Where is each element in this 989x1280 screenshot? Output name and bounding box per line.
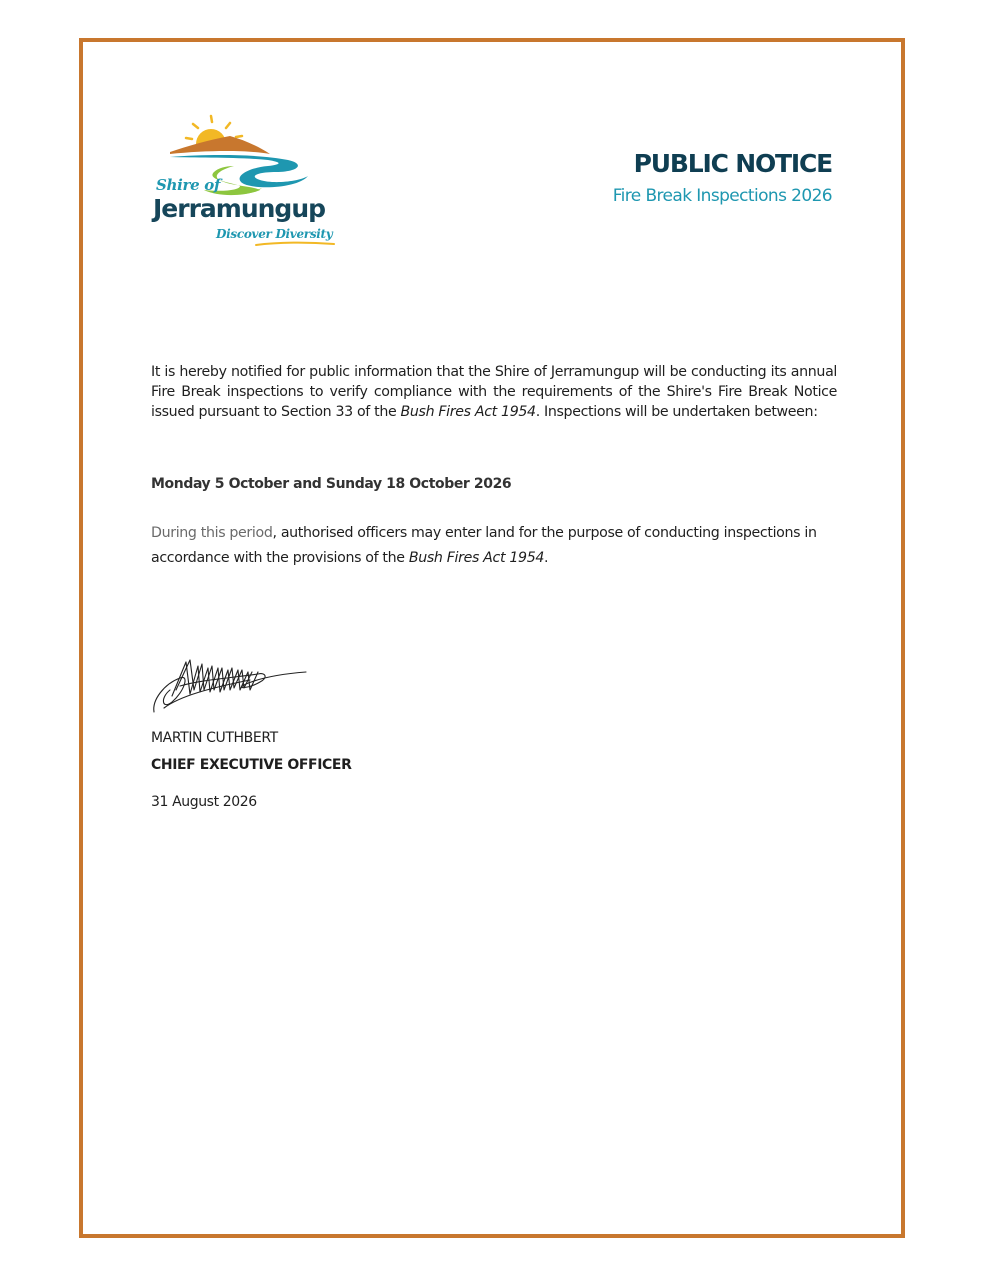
act-name: Bush Fires Act 1954 <box>400 404 536 420</box>
signatory-role: CHIEF EXECUTIVE OFFICER <box>151 757 352 773</box>
notice-date: 31 August 2026 <box>151 794 257 810</box>
paragraph-2-text: , authorised officers may enter land for the purpose of conducting inspections in accordance with the provisions of the <box>151 525 817 566</box>
notice-header <box>613 149 832 208</box>
logo-shire-of-text: Shire of <box>156 176 221 194</box>
notice-paragraph-1 <box>151 362 837 422</box>
signature <box>150 650 310 720</box>
paragraph-2-lead: During this period <box>151 525 273 541</box>
notice-paragraph-2 <box>151 521 837 571</box>
paragraph-2-end: . <box>544 550 549 566</box>
inspection-dates: Monday 5 October and Sunday 18 October 2026 <box>151 476 512 492</box>
signatory-name: MARTIN CUTHBERT <box>151 730 278 746</box>
page-title: PUBLIC NOTICE <box>633 149 832 178</box>
page-subtitle: Fire Break Inspections 2026 <box>612 186 832 206</box>
paragraph-1-end: . Inspections will be undertaken between: <box>535 404 818 420</box>
logo-name-text: Jerramungup <box>153 194 326 223</box>
paragraph-1-text: It is hereby notified for public information that the Shire of Jerramungup will be conducting its annual Fire Break inspections to verify compliance with the requirements of the Shire's Fire Break Notice issued pursuant to Section 33 of the <box>151 364 837 420</box>
signatory-block <box>151 728 351 812</box>
shire-logo <box>148 110 348 260</box>
logo-tagline-text: Discover Diversity <box>216 227 333 241</box>
act-name-2: Bush Fires Act 1954 <box>408 550 545 566</box>
